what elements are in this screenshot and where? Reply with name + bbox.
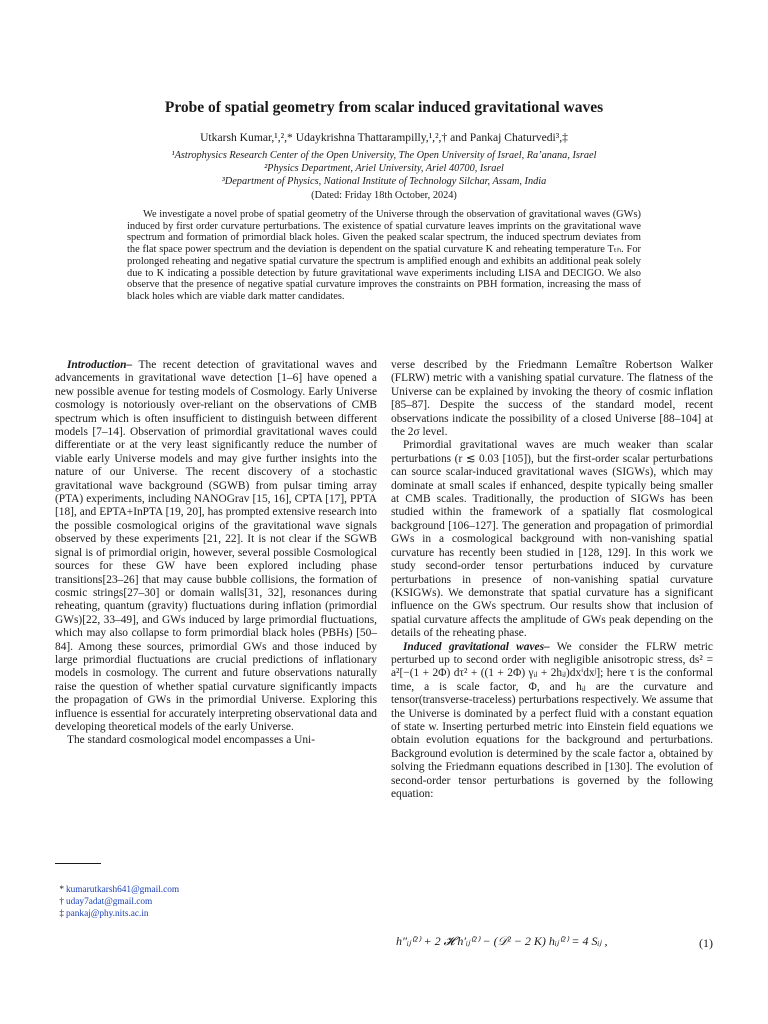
email-link[interactable]: pankaj@phy.nits.ac.in <box>66 909 149 920</box>
footnote-mark: † <box>59 897 64 908</box>
affiliation-3: ³Department of Physics, National Institute of Technology Silchar, Assam, India <box>221 176 547 187</box>
induced-gw-paragraph <box>391 641 713 802</box>
flrw-paragraph: verse described by the Friedmann Lemaître Robertson Walker (FLRW) metric with a vanishing spatial curvature. The flatness of the Universe can be explained by invoking the theory of cosmic inflation [85–87]. Despite the success of the standard model, recent observations indicate the possibility of a closed Universe [88–104] at the 2σ level. <box>391 359 713 439</box>
email-link[interactable]: uday7adat@gmail.com <box>66 897 153 908</box>
left-column <box>55 359 377 748</box>
equation-number: (1) <box>699 936 713 950</box>
equation-body: h″ᵢⱼ⁽²⁾ + 2 𝓗 h′ᵢⱼ⁽²⁾ − (𝒟² − 2 K) hᵢⱼ⁽²⁾ = 4 Sᵢⱼ , <box>396 934 608 948</box>
footnote-3 <box>55 908 377 920</box>
affiliation-2: ²Physics Department, Ariel University, Ariel 40700, Israel <box>264 163 504 174</box>
footnotes <box>55 884 377 921</box>
intro-heading: Introduction– <box>67 359 133 371</box>
right-column <box>391 359 713 801</box>
sigw-paragraph: Primordial gravitational waves are much weaker than scalar perturbations (r ≲ 0.03 [105]), but the first-order scalar perturbations can source scalar-induced gravitational waves (SIGWs), which may dominate at small scales if enhanced, despite typically being smaller at CMB scales. Traditionally, the production of SIGWs has been studied within the framework of a spatially flat cosmological background [106–127]. The generation and propagation of primordial GWs in a cosmological background with non-vanishing spatial curvature has recently been studied in [128, 129]. In this work we study second-order tensor perturbations induced by curvature perturbations in presence of non-vanishing spatial curvature (KSIGWs). We demonstrate that spatial curvature has a significant influence on the GWs spectrum. Our results show that inclusion of spatial curvature affects the amplitude of GWs peak depending on the details of the reheating phase. <box>391 439 713 640</box>
intro-paragraph <box>55 359 377 734</box>
date-line: (Dated: Friday 18th October, 2024) <box>311 190 457 201</box>
affiliation-1: ¹Astrophysics Research Center of the Open University, The Open University of Israel, Ra’anana, Israel <box>171 150 597 161</box>
equation-1 <box>391 931 713 955</box>
author-list: Utkarsh Kumar,¹,²,* Udaykrishna Thattarampilly,¹,²,† and Pankaj Chaturvedi³,‡ <box>200 131 568 144</box>
footnote-1 <box>55 884 377 896</box>
induced-gw-heading: Induced gravitational waves– <box>403 640 550 653</box>
induced-gw-text: We consider the FLRW metric perturbed up to second order with negligible anisotropic stress, ds² = a²[−(1 + 2Φ) dτ² + ((1 + 2Φ) γᵢⱼ + 2hᵢⱼ)dxⁱdxʲ]; here τ is the conformal time, a is scale factor, Φ, and hᵢⱼ are the curvature and tensor(transverse-traceless) perturbations respectively. We assume that the Universe is dominated by a perfect fluid with a constant equation of state w. Inserting perturbed metric into Einstein field equations we obtain evolution equations for the background and perturbations. Background evolution is determined by the scale factor a, obtained by solving the Friedmann equations described in [130]. The evolution of second-order tensor perturbations is governed by the following equation: <box>391 640 713 800</box>
footnote-mark: ‡ <box>59 909 64 920</box>
paper-title: Probe of spatial geometry from scalar induced gravitational waves <box>164 99 604 116</box>
footnote-divider <box>55 863 101 864</box>
footnote-mark: * <box>59 885 64 895</box>
abstract: We investigate a novel probe of spatial geometry of the Universe through the observation of gravitational waves (GWs) induced by first order curvature perturbations. The existence of spatial curvature leaves imprints on the gravitational wave spectrum and formation of primordial black holes. Given the peaked scalar spectrum, the induced spectrum deviates from the flat space power spectrum and the deviation is dependent on the spatial curvature K and reheating temperature Tₜₕ. For prolonged reheating and negative spatial curvature the spectrum is amplified enough and exhibits an additional peak solely due to K indicating a possible detection by future gravitational wave experiments including LISA and DECIGO. We also observe that the presence of negative spatial curvature improves the constraints on PBH formation, increasing the mass of black holes which are viable dark matter candidates. <box>127 209 641 302</box>
intro-text: The recent detection of gravitational waves and advancements in gravitational wave detection [1–6] have opened a new possible avenue for testing models of Cosmology. Early Universe cosmology is notoriously over-reliant on the observations of CMB spectrum which is often insufficient to distinguish between different models [7–14]. Observation of primordial gravitational waves could differentiate or at the very least significantly reduce the number of viable early Universe models and may give further insights into the nature of our Universe. The recent discovery of a stochastic gravitational wave background (SGWB) from pulsar timing array (PTA) experiments, including NANOGrav [15, 16], CPTA [17], PPTA [18], and EPTA+InPTA [19, 20], has prompted extensive research into the possible cosmological origins of the gravitational wave signals observed by these experiments [21, 22]. It is not clear if the SGWB signal is of primordial origin, however, several possible Cosmological sources for these GW have been explored including phase transitions[23–26] that may cause bubble collisions, the formation of cosmic strings[27–30] or domain walls[31, 32], resonances during reheating, quantum (gravity) fluctuations during inflation (primordial GWs)[22, 33–49], and GWs induced by large primordial fluctuations, which may also collapse to form primordial black holes (PBHs) [50–84]. Among these sources, primordial GWs and those induced by large primordial fluctuations are crucial predictions of inflationary models in cosmology. The current and future observations naturally raise the question of whether spatial curvature significantly impacts the propagation of GWs in the primordial Universe. Exploring this influence is essential for accurately interpreting observational data and developing theoretical models of the early Universe. <box>55 359 377 733</box>
email-link[interactable]: kumarutkarsh641@gmail.com <box>66 885 180 895</box>
footnote-2 <box>55 896 377 908</box>
standard-model-paragraph: The standard cosmological model encompasses a Uni- <box>67 734 315 747</box>
